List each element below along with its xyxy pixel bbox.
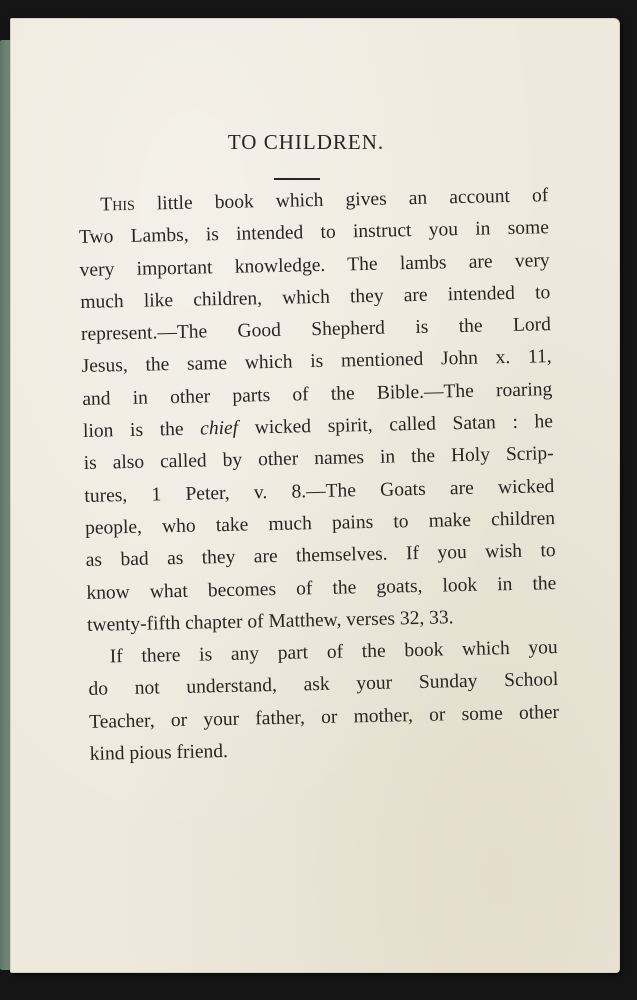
text-line: and in other parts of the Bible.—The roaring bbox=[82, 378, 553, 410]
title-rule bbox=[274, 178, 320, 180]
text-line: Jesus, the same which is mentioned John x. 11, bbox=[81, 346, 552, 378]
text-line: people, who take much pains to make children bbox=[84, 508, 556, 539]
text-line: lion is the chief wicked spirit, called Satan : he bbox=[82, 411, 554, 443]
italic-word: chief bbox=[199, 417, 239, 440]
text-line: kind pious friend. bbox=[89, 741, 229, 765]
text-line: tures, 1 Peter, v. 8.—The Goats are wicked bbox=[84, 475, 555, 507]
text-line: very important knowledge. The lambs are very bbox=[79, 249, 550, 281]
page-title: TO CHILDREN. bbox=[227, 130, 385, 154]
text-line: is also called by other names in the Holy Scrip- bbox=[83, 443, 554, 475]
text-line: do not understand, ask your Sunday School bbox=[88, 669, 559, 701]
text-line: as bad as they are themselves. If you wish to bbox=[85, 540, 556, 572]
text-line: Teacher, or your father, or mother, or some other bbox=[88, 701, 560, 733]
opening-word: This bbox=[100, 193, 136, 216]
book-page bbox=[10, 18, 620, 973]
text-line: Two Lambs, is intended to instruct you in some bbox=[78, 217, 550, 249]
text-line: If there is any part of the book which you bbox=[109, 637, 558, 668]
paragraph-1 bbox=[78, 180, 557, 642]
text-line: twenty-fifth chapter of Matthew, verses 32, 33. bbox=[86, 607, 454, 636]
text-line: much like children, which they are intended to bbox=[80, 282, 551, 313]
text-line: know what becomes of the goats, look in the bbox=[86, 572, 557, 604]
body-text bbox=[78, 180, 560, 771]
text-line: represent.—The Good Shepherd is the Lord bbox=[80, 314, 552, 346]
paragraph-2 bbox=[87, 632, 560, 771]
text-line: This little book which gives an account of bbox=[100, 185, 549, 216]
